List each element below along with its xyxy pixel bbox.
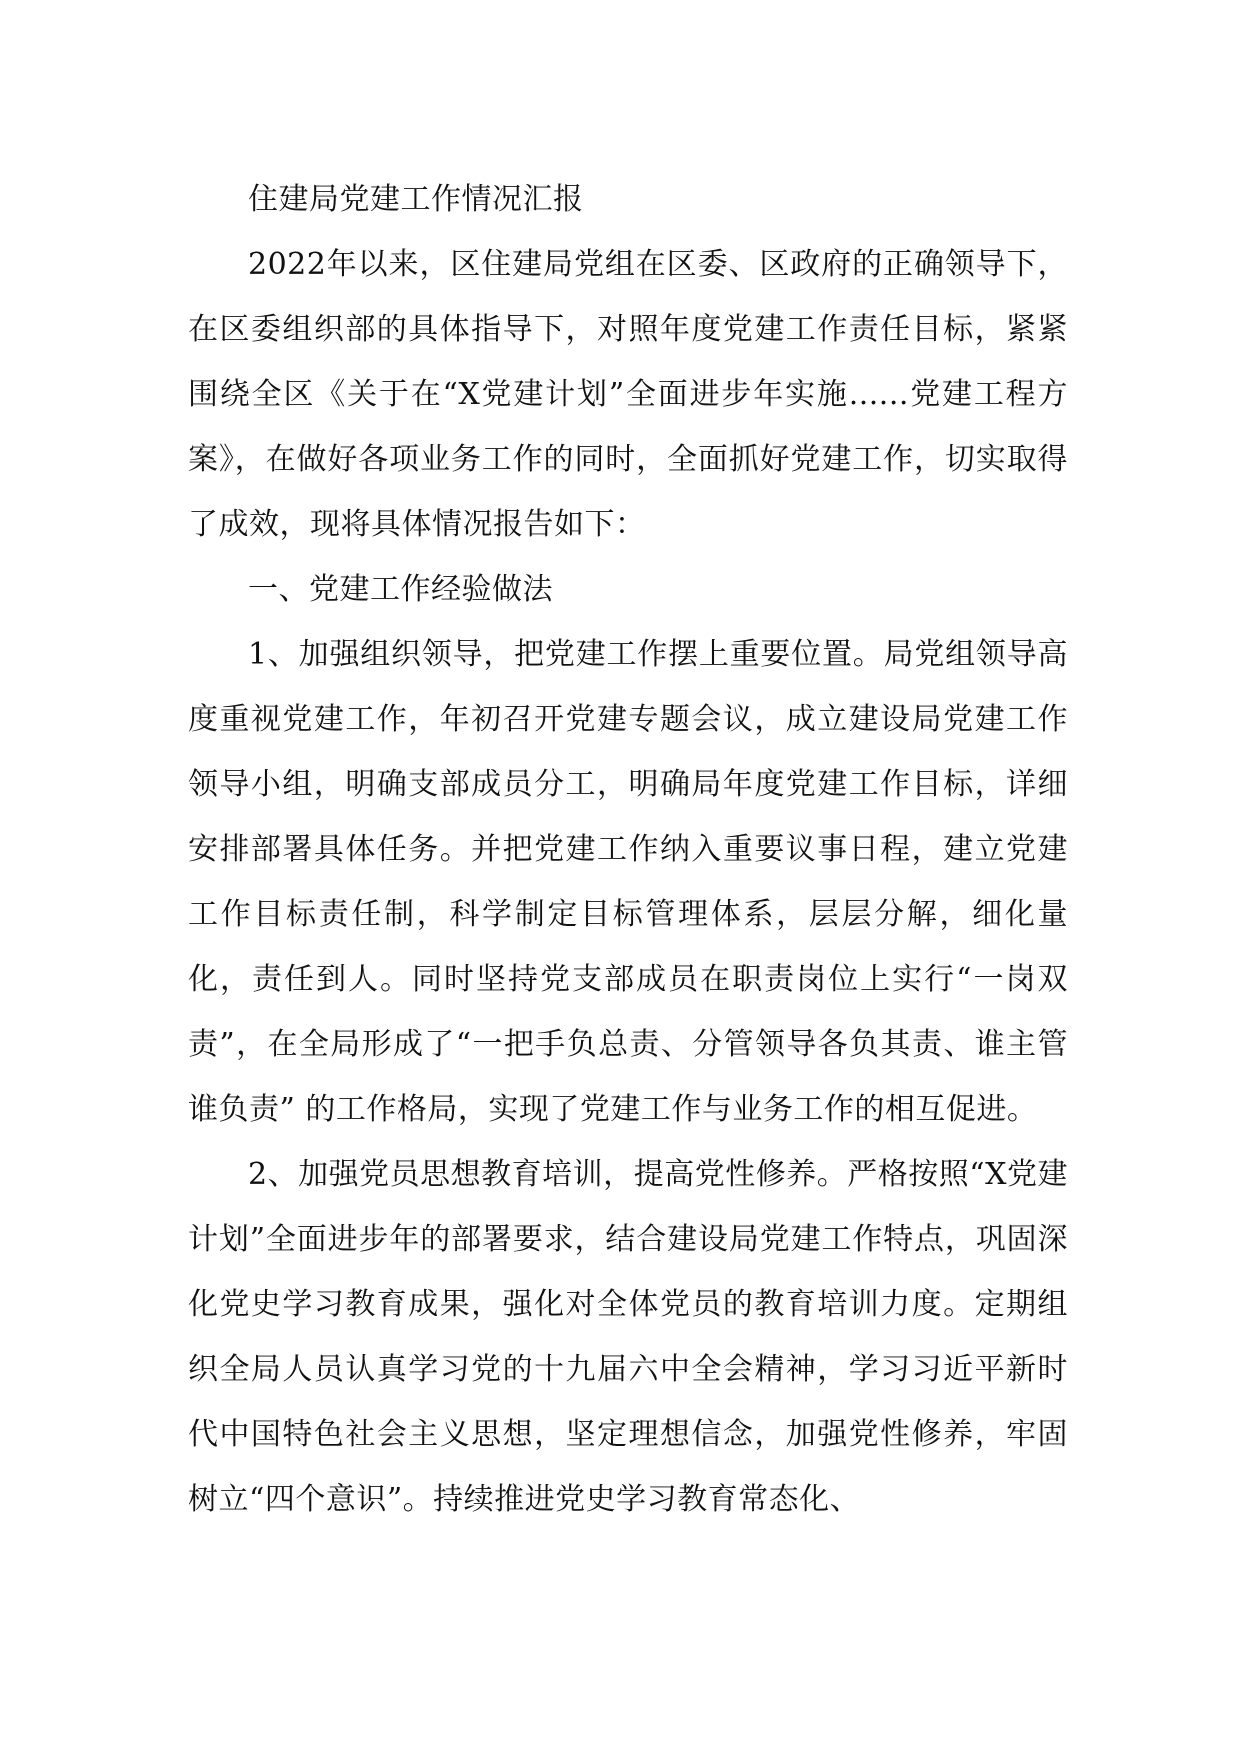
- intro-paragraph: 2022年以来，区住建局党组在区委、区政府的正确领导下，在区委组织部的具体指导下，对照年度党建工作责任目标，紧紧围绕全区《关于在“X党建计划”全面进步年实施......党建工程方案》，在做好各项业务工作的同时，全面抓好党建工作，切实取得了成效，现将具体情况报告如下：: [188, 247, 1068, 542]
- document-body: [188, 167, 1068, 1532]
- paragraph-organization-leadership: 1、加强组织领导，把党建工作摆上重要位置。局党组领导高度重视党建工作，年初召开党建专题会议，成立建设局党建工作领导小组，明确支部成员分工，明确局年度党建工作目标，详细安排部署具体任务。并把党建工作纳入重要议事日程，建立党建工作目标责任制，科学制定目标管理体系，层层分解，细化量化，责任到人。同时坚持党支部成员在职责岗位上实行“一岗双责”，在全局形成了“一把手负总责、分管领导各负其责、谁主管谁负责” 的工作格局，实现了党建工作与业务工作的相互促进。: [188, 637, 1068, 1127]
- paragraph-education-training: 2、加强党员思想教育培训，提高党性修养。严格按照“X党建计划”全面进步年的部署要求，结合建设局党建工作特点，巩固深化党史学习教育成果，强化对全体党员的教育培训力度。定期组织全局人员认真学习党的十九届六中全会精神，学习习近平新时代中国特色社会主义思想，坚定理想信念，加强党性修养，牢固树立“四个意识”。持续推进党史学习教育常态化、: [188, 1157, 1068, 1517]
- document-title: 住建局党建工作情况汇报: [248, 182, 584, 217]
- section-heading-experience: 一、党建工作经验做法: [248, 572, 553, 607]
